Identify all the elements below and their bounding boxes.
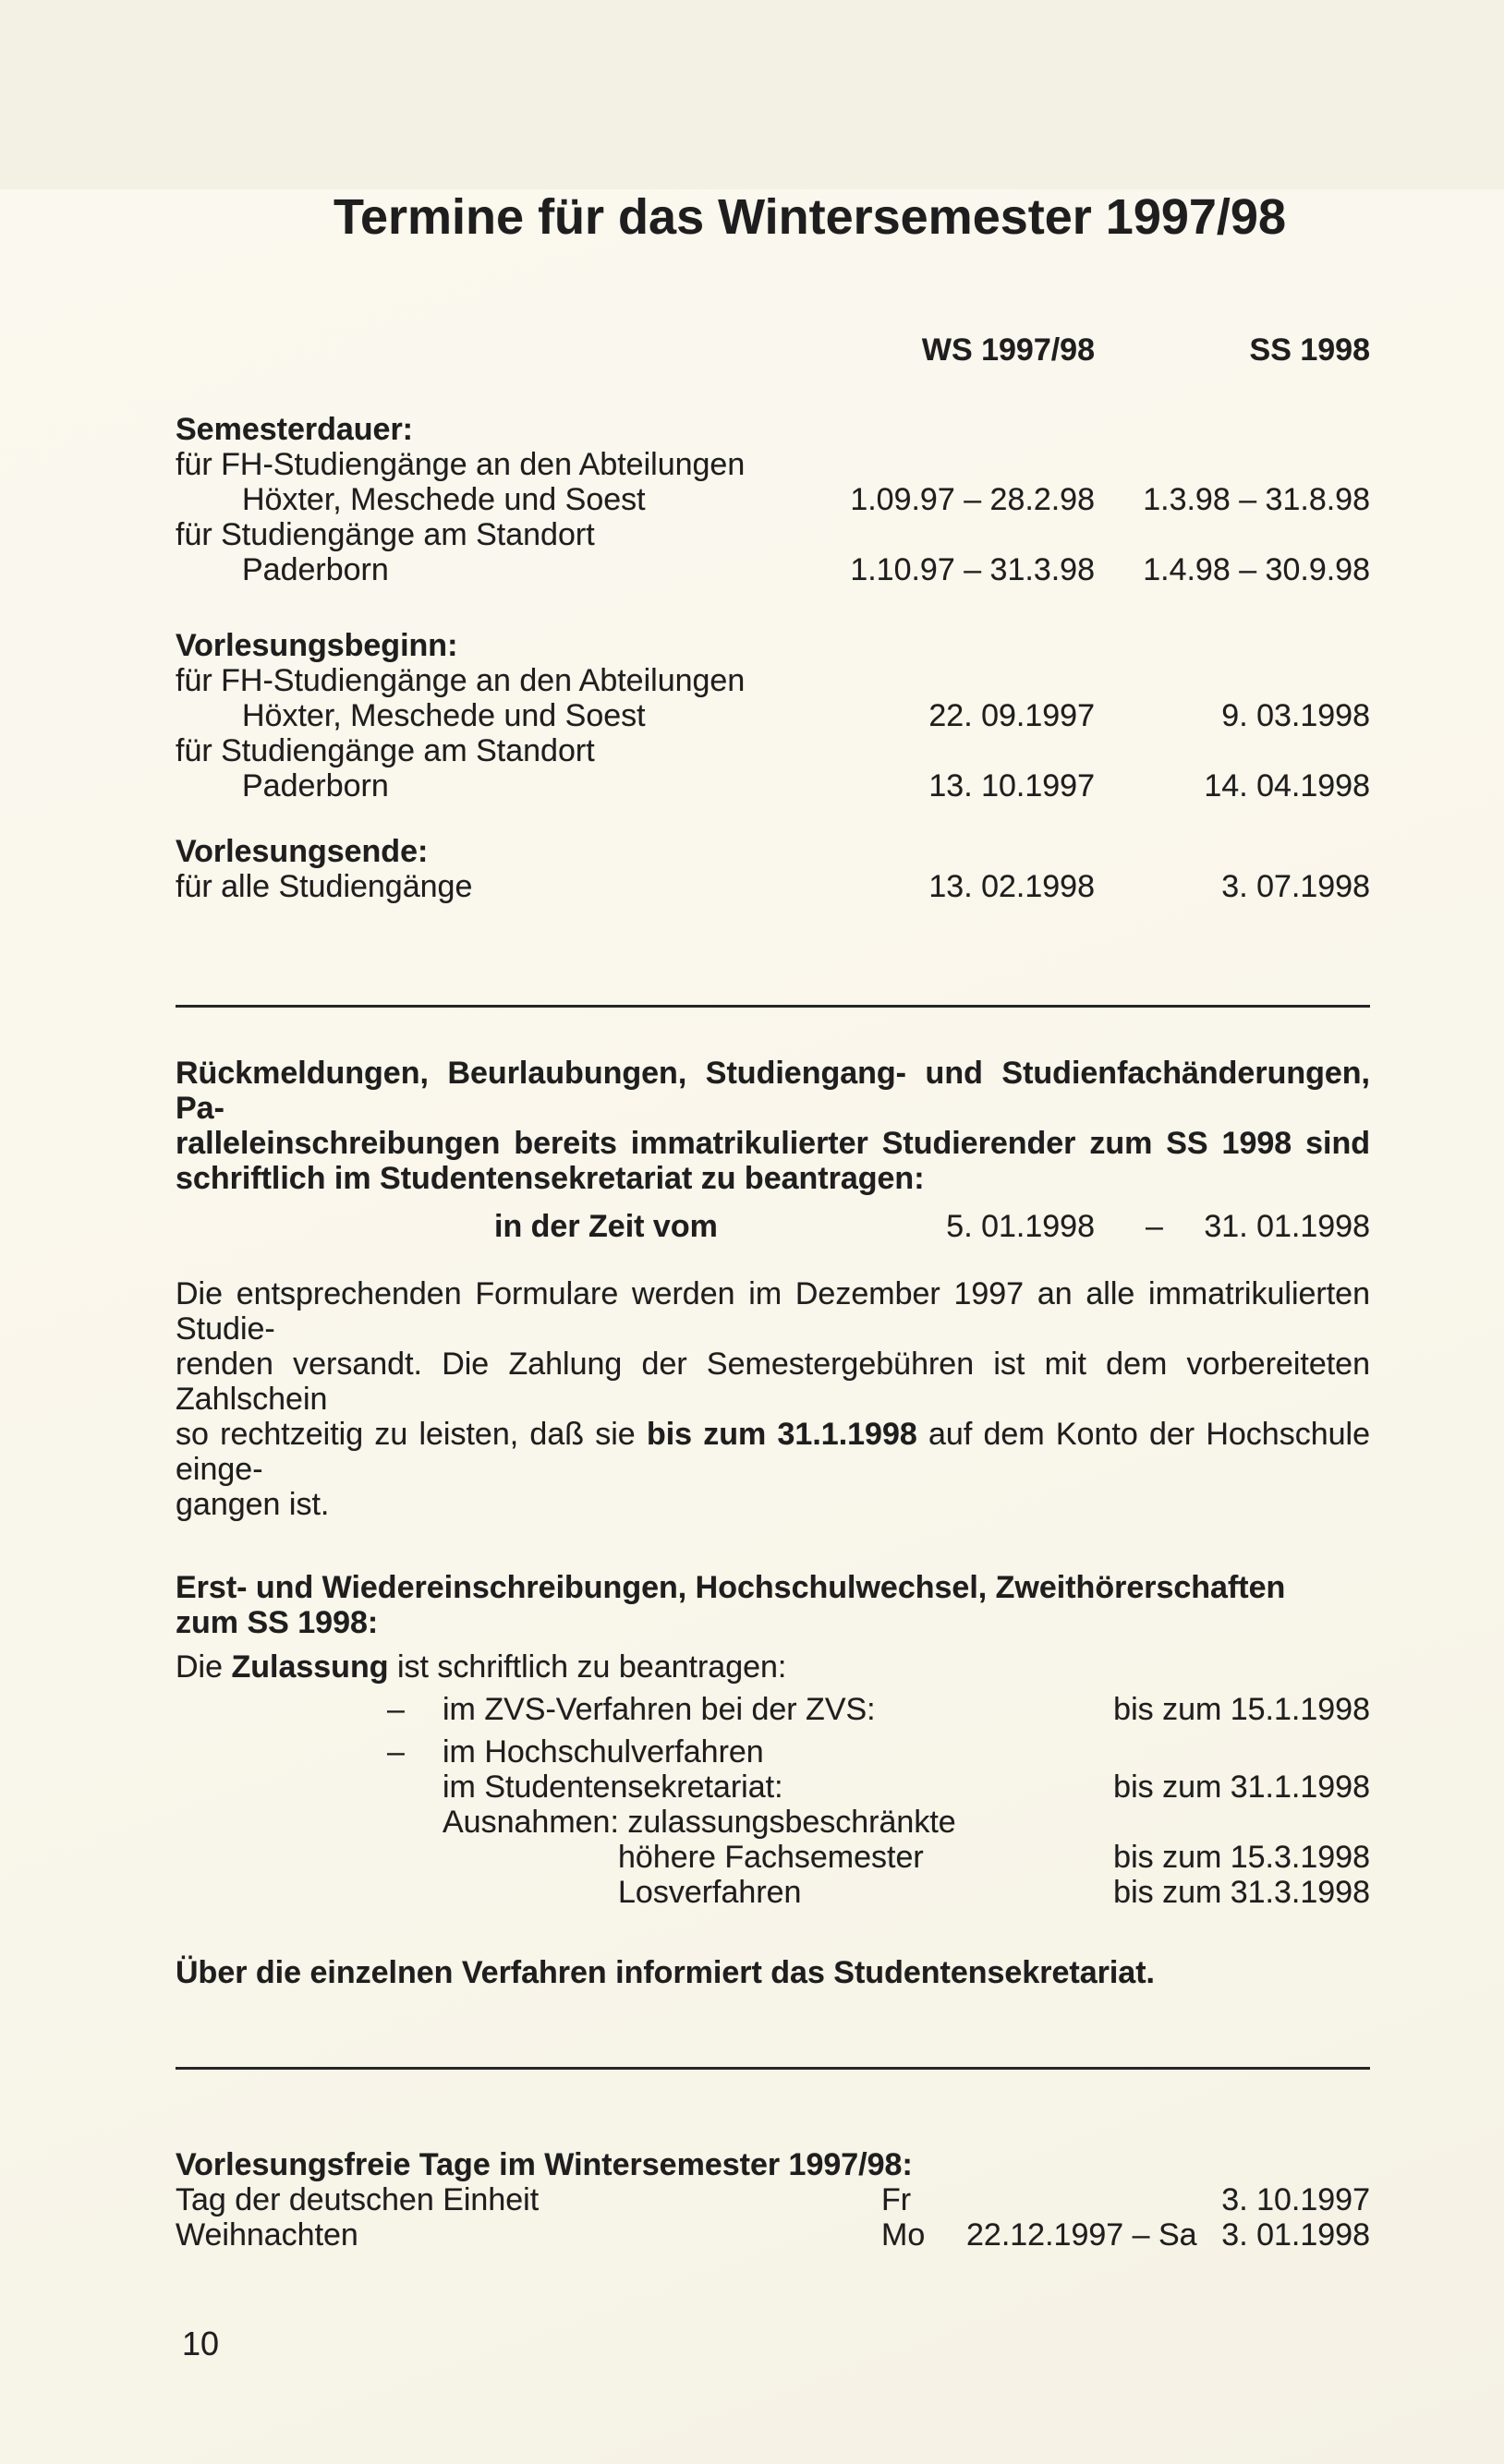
paragraph-line: gangen ist. — [176, 1487, 330, 1522]
text-segment: auf dem Konto der Hochschule einge- — [176, 1417, 1370, 1487]
deadline-emphasis: bis zum 31.1.1998 — [646, 1417, 917, 1452]
row-ss-value: 14. 04.1998 — [1204, 768, 1370, 803]
table-row — [176, 698, 1370, 733]
row-label: für FH-Studiengänge an den Abteilungen — [176, 447, 746, 482]
list-item-text: Ausnahmen: zulassungsbeschränkte — [443, 1805, 956, 1840]
page-number: 10 — [182, 2325, 220, 2362]
heading-line: Erst- und Wiedereinschreibungen, Hochschulwechsel, Zweithörerschaften — [176, 1570, 1286, 1605]
holiday-row — [176, 2182, 1370, 2217]
einschreibung-heading — [176, 1570, 1370, 1640]
list-item-label — [176, 1769, 1093, 1805]
section-heading: Vorlesungsende: — [176, 834, 429, 869]
list-item-text: Losverfahren — [618, 1875, 802, 1910]
list-item — [176, 1875, 1370, 1910]
zulassung-line — [176, 1649, 1370, 1685]
row-label: Höxter, Meschede und Soest — [242, 482, 646, 517]
list-item-label — [176, 1875, 1093, 1910]
rueckmeldung-paragraph — [176, 1056, 1370, 1196]
page-title: Termine für das Wintersemester 1997/98 — [334, 189, 1286, 245]
zeitraum-to-cell — [1095, 1209, 1370, 1244]
column-header-spacer — [176, 332, 818, 368]
row-label: Paderborn — [242, 552, 389, 587]
zeitraum-dash: – — [1146, 1209, 1163, 1244]
list-item — [176, 1805, 1370, 1840]
zeitraum-row — [176, 1209, 1370, 1244]
divider-rule-bottom — [176, 2067, 1370, 2070]
paragraph-line — [176, 1417, 1370, 1487]
table-row — [176, 517, 1370, 552]
paragraph-line: renden versandt. Die Zahlung der Semestergebühren ist mit dem vorbereiteten Zahlschein — [176, 1347, 1370, 1417]
row-ws-value — [818, 733, 1095, 768]
row-label: für alle Studiengänge — [176, 869, 473, 904]
column-header-ss: SS 1998 — [1249, 332, 1370, 368]
holiday-row — [176, 2217, 1370, 2253]
row-ss-value — [1095, 663, 1370, 698]
list-item — [176, 1692, 1370, 1727]
list-dash: – — [387, 1692, 405, 1727]
holiday-weekday: Fr — [881, 2182, 912, 2217]
holiday-weekday: Mo — [881, 2217, 926, 2253]
list-item-text: im Studentensekretariat: — [443, 1769, 783, 1805]
list-item-text: im Hochschulverfahren — [443, 1734, 764, 1769]
row-ws-value: 1.09.97 – 28.2.98 — [850, 482, 1095, 517]
list-item-text: im ZVS-Verfahren bei der ZVS: — [443, 1692, 876, 1727]
holiday-label: Weihnachten — [176, 2217, 358, 2253]
section-semesterdauer — [176, 412, 1370, 587]
list-item — [176, 1734, 1370, 1769]
table-row — [176, 482, 1370, 517]
formulare-paragraph — [176, 1276, 1370, 1522]
paragraph-line: schriftlich im Studentensekretariat zu beantragen: — [176, 1161, 925, 1196]
table-row — [176, 447, 1370, 482]
row-ws-value: 13. 02.1998 — [928, 869, 1095, 904]
zeitraum-to-date: 31. 01.1998 — [1204, 1209, 1370, 1244]
section-vorlesungsende — [176, 834, 1370, 904]
list-item-deadline — [1093, 1805, 1370, 1840]
table-row — [176, 733, 1370, 768]
holiday-label: Tag der deutschen Einheit — [176, 2182, 540, 2217]
row-ws-value: 22. 09.1997 — [928, 698, 1095, 733]
holiday-range: 22.12.1997 – Sa — [966, 2217, 1197, 2253]
holiday-date: 3. 01.1998 — [1221, 2217, 1370, 2253]
list-item-deadline: bis zum 15.3.1998 — [1113, 1840, 1370, 1875]
row-label: für Studiengänge am Standort — [176, 517, 595, 552]
list-item-label — [176, 1840, 1093, 1875]
list-dash: – — [387, 1734, 405, 1769]
text-segment: Die — [176, 1649, 232, 1685]
section-heading: Vorlesungsfreie Tage im Wintersemester 1997/98: — [176, 2147, 913, 2182]
section-vorlesungsbeginn — [176, 628, 1370, 803]
row-ss-value: 1.3.98 – 31.8.98 — [1143, 482, 1370, 517]
list-item-label — [176, 1692, 1093, 1727]
row-label: für Studiengänge am Standort — [176, 733, 595, 768]
row-ss-value — [1095, 517, 1370, 552]
section-heading: Vorlesungsbeginn: — [176, 628, 458, 663]
document-page — [0, 189, 1504, 2464]
holiday-date: 3. 10.1997 — [1221, 2182, 1370, 2217]
list-item-deadline: bis zum 15.1.1998 — [1113, 1692, 1370, 1727]
paragraph-line: Die entsprechenden Formulare werden im Dezember 1997 an alle immatrikulierten Studie- — [176, 1276, 1370, 1347]
paragraph-line: Rückmeldungen, Beurlaubungen, Studiengang- und Studienfachänderungen, Pa- — [176, 1056, 1370, 1126]
vorlesungsfreie-tage-section — [176, 2147, 1370, 2253]
row-ss-value — [1095, 447, 1370, 482]
list-item-deadline: bis zum 31.3.1998 — [1113, 1875, 1370, 1910]
row-ss-value: 3. 07.1998 — [1221, 869, 1370, 904]
column-header-ws: WS 1997/98 — [921, 332, 1095, 368]
list-item-text: höhere Fachsemester — [618, 1840, 924, 1875]
row-ss-value — [1095, 733, 1370, 768]
zulassung-emphasis: Zulassung — [231, 1649, 389, 1685]
paragraph-line: ralleleinschreibungen bereits immatrikulierter Studierender zum SS 1998 sind — [176, 1126, 1370, 1161]
divider-rule-top — [176, 1005, 1370, 1008]
table-row — [176, 869, 1370, 904]
table-row — [176, 768, 1370, 803]
row-ws-value — [818, 663, 1095, 698]
list-item-deadline — [1093, 1734, 1370, 1769]
verfahren-info-line: Über die einzelnen Verfahren informiert das Studentensekretariat. — [176, 1955, 1155, 1990]
zeitraum-label: in der Zeit vom — [494, 1209, 718, 1244]
zeitraum-from-date: 5. 01.1998 — [946, 1209, 1095, 1244]
section-heading: Semesterdauer: — [176, 412, 414, 447]
list-item-label — [176, 1734, 1093, 1769]
list-item-deadline: bis zum 31.1.1998 — [1113, 1769, 1370, 1805]
row-label: Paderborn — [242, 768, 389, 803]
row-ws-value: 1.10.97 – 31.3.98 — [850, 552, 1095, 587]
row-ws-value: 13. 10.1997 — [928, 768, 1095, 803]
list-item-label — [176, 1805, 1093, 1840]
row-ss-value: 9. 03.1998 — [1221, 698, 1370, 733]
row-ws-value — [818, 447, 1095, 482]
row-label: für FH-Studiengänge an den Abteilungen — [176, 663, 746, 698]
list-item — [176, 1840, 1370, 1875]
text-segment: so rechtzeitig zu leisten, daß sie — [176, 1417, 647, 1452]
text-segment: ist schriftlich zu beantragen: — [388, 1649, 787, 1685]
table-row — [176, 663, 1370, 698]
table-row — [176, 552, 1370, 587]
column-header-row — [176, 332, 1370, 368]
zulassung-deadline-list — [176, 1692, 1370, 1910]
row-label: Höxter, Meschede und Soest — [242, 698, 646, 733]
row-ws-value — [818, 517, 1095, 552]
heading-line: zum SS 1998: — [176, 1605, 379, 1640]
list-item — [176, 1769, 1370, 1805]
holiday-range — [966, 2182, 1195, 2217]
row-ss-value: 1.4.98 – 30.9.98 — [1143, 552, 1370, 587]
